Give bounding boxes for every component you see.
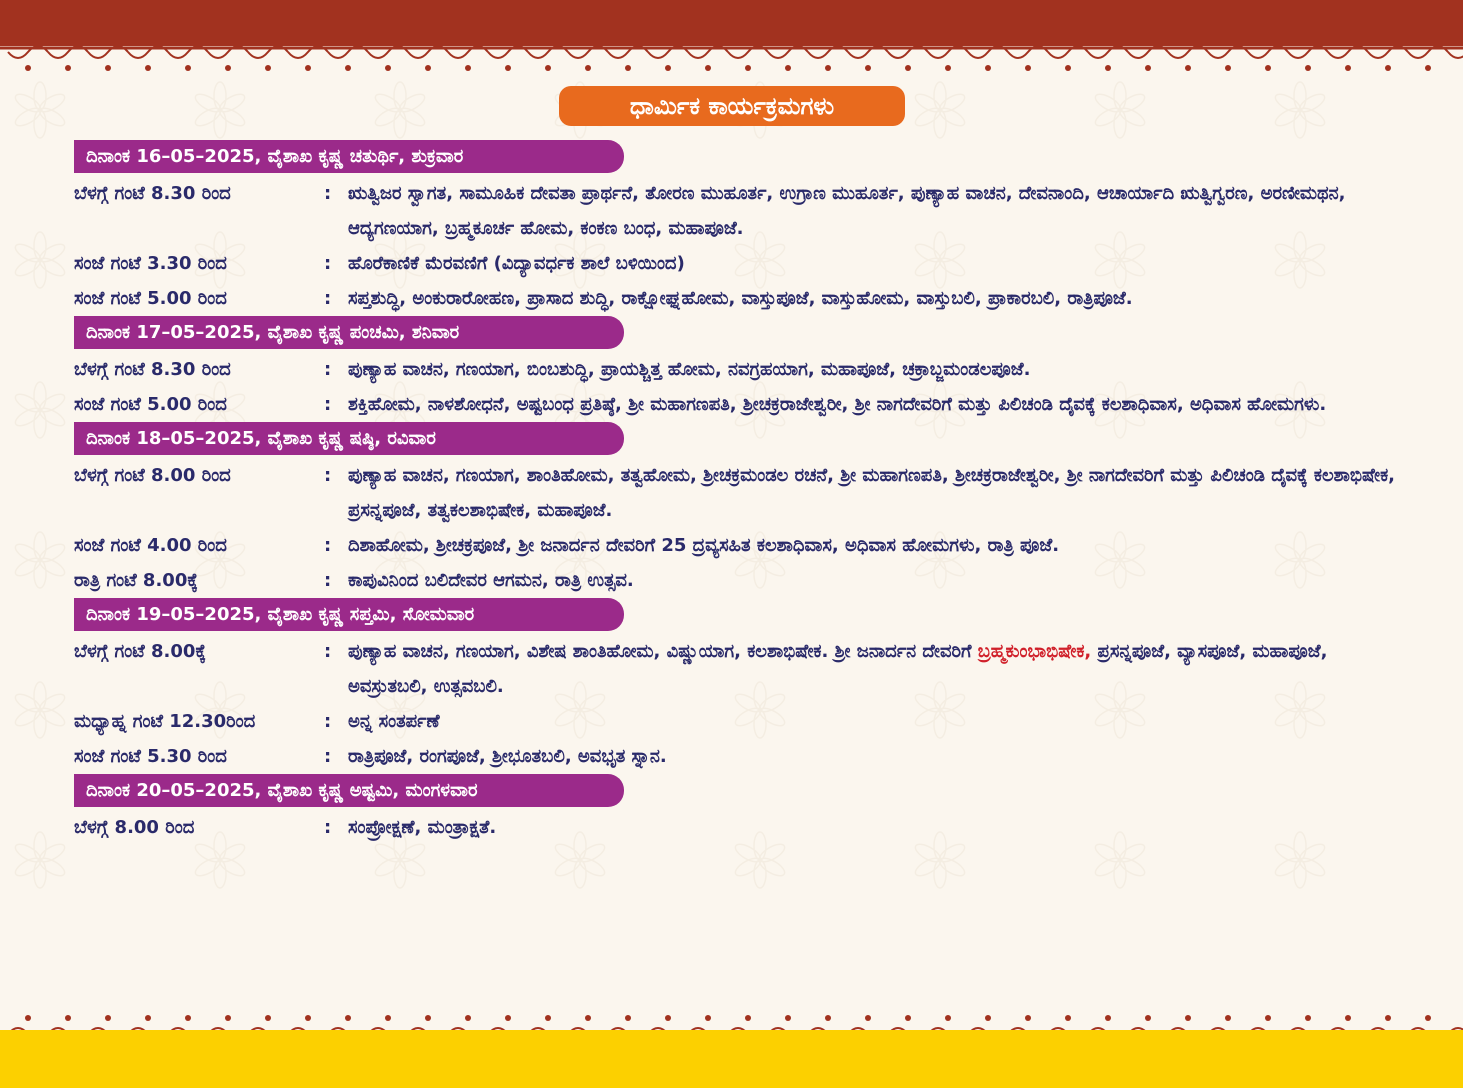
colon: : <box>324 253 332 274</box>
schedule-row <box>74 352 1404 387</box>
pattern-flower <box>13 232 67 288</box>
time-label: ರಾತ್ರಿ ಗಂಟೆ 8.00ಕ್ಕೆ <box>74 570 198 591</box>
border-ornament <box>408 46 448 71</box>
border-ornament <box>888 46 928 71</box>
event-description: ರಾತ್ರಿಪೂಜೆ, ರಂಗಪೂಜೆ, ಶ್ರೀಭೂತಬಲಿ, ಅವಭೃತ ಸ್ನಾನ. <box>348 746 667 767</box>
border-ornament <box>848 46 888 71</box>
border-ornament <box>288 46 328 71</box>
date-banner: ದಿನಾಂಕ 16–05–2025, ವೈಶಾಖ ಕೃಷ್ಣ ಚತುರ್ಥಿ, ಶುಕ್ರವಾರ <box>74 140 624 173</box>
colon: : <box>324 394 332 415</box>
time-label: ಬೆಳಗ್ಗೆ 8.00 ರಿಂದ <box>74 817 195 838</box>
border-ornament <box>1208 46 1248 71</box>
event-description: ಪುಣ್ಯಾಹ ವಾಚನ, ಗಣಯಾಗ, ಬಿಂಬಶುದ್ಧಿ, ಪ್ರಾಯಶ್ಚಿತ್ತ ಹೋಮ, ನವಗ್ರಹಯಾಗ, ಮಹಾಪೂಜೆ, ಚಕ್ರಾಬ್ಜಮಂಡಲಪೂಜೆ. <box>348 359 1031 380</box>
bottom-band <box>0 1030 1463 1088</box>
schedule-row <box>74 810 1404 845</box>
day-block-5 <box>74 774 1404 845</box>
border-ornament <box>768 46 808 71</box>
event-description: ಪುಣ್ಯಾಹ ವಾಚನ, ಗಣಯಾಗ, ಶಾಂತಿಹೋಮ, ತತ್ವಹೋಮ, ಶ್ರೀಚಕ್ರಮಂಡಲ ರಚನೆ, ಶ್ರೀ ಮಹಾಗಣಪತಿ, ಶ್ರೀಚಕ್ರರಾಜೇಶ್ವರೀ, ಶ್ರೀ ನಾಗದೇವರಿಗೆ ಮತ್ತು ಪಿಲಿಚಂಡಿ ದೈವಕ್ಕೆ ಕಲಶಾಭಿಷೇಕ, ಪ್ರಸನ್ನಪೂಜೆ, ತತ್ವಕಲಶಾಭಿಷೇಕ, ಮಹಾಪೂಜೆ. <box>348 465 1396 521</box>
border-ornament <box>1248 46 1288 71</box>
event-description <box>348 634 1404 704</box>
event-description: ಕಾಪುವಿನಿಂದ ಬಲಿದೇವರ ಆಗಮನ, ರಾತ್ರಿ ಉತ್ಸವ. <box>348 570 634 591</box>
schedule-row <box>74 458 1404 528</box>
colon: : <box>324 746 332 767</box>
day-block-3 <box>74 422 1404 598</box>
schedule-row <box>74 704 1404 739</box>
time-label: ಸಂಜೆ ಗಂಟೆ 5.00 ರಿಂದ <box>74 394 227 415</box>
border-ornament <box>728 46 768 71</box>
time-label: ಸಂಜೆ ಗಂಟೆ 4.00 ರಿಂದ <box>74 535 227 556</box>
schedule-row <box>74 634 1404 704</box>
border-ornament <box>1288 46 1328 71</box>
border-ornament <box>1328 46 1368 71</box>
schedule-row <box>74 563 1404 598</box>
highlighted-ritual: ಬ್ರಹ್ಮಕುಂಭಾಭಿಷೇಕ, <box>977 641 1092 662</box>
border-ornament <box>48 46 88 71</box>
time-label: ಸಂಜೆ ಗಂಟೆ 5.00 ರಿಂದ <box>74 288 227 309</box>
border-ornament <box>608 46 648 71</box>
date-banner: ದಿನಾಂಕ 20–05–2025, ವೈಶಾಖ ಕೃಷ್ಣ ಅಷ್ಟಮಿ, ಮಂಗಳವಾರ <box>74 774 624 807</box>
border-ornament <box>808 46 848 71</box>
pattern-flower <box>1273 82 1327 138</box>
event-description: ಸಂಪ್ರೋಕ್ಷಣೆ, ಮಂತ್ರಾಕ್ಷತೆ. <box>348 817 497 838</box>
pattern-flower <box>913 82 967 138</box>
border-ornament <box>968 46 1008 71</box>
border-ornament <box>248 46 288 71</box>
border-ornament <box>8 46 48 71</box>
day-block-1 <box>74 140 1404 316</box>
day-block-4 <box>74 598 1404 774</box>
pattern-flower <box>13 82 67 138</box>
schedule <box>74 140 1404 845</box>
event-description: ಋತ್ವಿಜರ ಸ್ವಾಗತ, ಸಾಮೂಹಿಕ ದೇವತಾ ಪ್ರಾರ್ಥನೆ, ತೋರಣ ಮುಹೂರ್ತ, ಉಗ್ರಾಣ ಮುಹೂರ್ತ, ಪುಣ್ಯಾಹ ವಾಚನ, ದೇವನಾಂದಿ, ಆಚಾರ್ಯಾದಿ ಋತ್ವಿಗ್ವರಣ, ಅರಣೀಮಥನ, ಆದ್ಯಗಣಯಾಗ, ಬ್ರಹ್ಮಕೂರ್ಚ ಹೋಮ, ಕಂಕಣ ಬಂಧ, ಮಹಾಪೂಜೆ. <box>348 183 1346 239</box>
schedule-row <box>74 528 1404 563</box>
border-ornament <box>328 46 368 71</box>
page-title: ಧಾರ್ಮಿಕ ಕಾರ್ಯಕ್ರಮಗಳು <box>559 86 905 126</box>
pattern-flower <box>1093 82 1147 138</box>
date-banner: ದಿನಾಂಕ 19–05–2025, ವೈಶಾಖ ಕೃಷ್ಣ ಸಪ್ತಮಿ, ಸೋಮವಾರ <box>74 598 624 631</box>
border-ornament <box>88 46 128 71</box>
time-label: ಬೆಳಗ್ಗೆ ಗಂಟೆ 8.30 ರಿಂದ <box>74 359 231 380</box>
event-description: ಶಕ್ತಿಹೋಮ, ನಾಳಶೋಧನೆ, ಅಷ್ಟಬಂಧ ಪ್ರತಿಷ್ಠೆ, ಶ್ರೀ ಮಹಾಗಣಪತಿ, ಶ್ರೀಚಕ್ರರಾಜೇಶ್ವರೀ, ಶ್ರೀ ನಾಗದೇವರಿಗೆ ಮತ್ತು ಪಿಲಿಚಂಡಿ ದೈವಕ್ಕೆ ಕಲಶಾಧಿವಾಸ, ಅಧಿವಾಸ ಹೋಮಗಳು. <box>348 394 1327 415</box>
annadana-highlight: ಅನ್ನ ಸಂತರ್ಪಣೆ <box>348 711 440 732</box>
border-ornament <box>1408 46 1448 71</box>
schedule-row <box>74 281 1404 316</box>
event-description: ದಿಶಾಹೋಮ, ಶ್ರೀಚಕ್ರಪೂಜೆ, ಶ್ರೀ ಜನಾರ್ದನ ದೇವರಿಗೆ 25 ದ್ರವ್ಯಸಹಿತ ಕಲಶಾಧಿವಾಸ, ಅಧಿವಾಸ ಹೋಮಗಳು, ರಾತ್ರಿ ಪೂಜೆ. <box>348 535 1060 556</box>
colon: : <box>324 570 332 591</box>
border-ornament <box>568 46 608 71</box>
pattern-flower <box>13 832 67 888</box>
description-text: ಪುಣ್ಯಾಹ ವಾಚನ, ಗಣಯಾಗ, ವಿಶೇಷ ಶಾಂತಿಹೋಮ, ವಿಷ್ಣುಯಾಗ, ಕಲಶಾಭಿಷೇಕ. ಶ್ರೀ ಜನಾರ್ದನ ದೇವರಿಗೆ <box>348 641 972 662</box>
border-ornament <box>928 46 968 71</box>
pattern-flower <box>193 82 247 138</box>
schedule-row <box>74 739 1404 774</box>
border-ornament <box>1048 46 1088 71</box>
description-text-continued: ಪ್ರಸನ್ನಪೂಜೆ, ವ್ಯಾಸಪೂಜೆ, ಮಹಾಪೂಜೆ, ಅವಸ್ರುತಬಲಿ, ಉತ್ಸವಬಲಿ. <box>348 641 1328 697</box>
border-ornament <box>1128 46 1168 71</box>
colon: : <box>324 711 332 732</box>
border-ornament <box>168 46 208 71</box>
date-banner: ದಿನಾಂಕ 18–05–2025, ವೈಶಾಖ ಕೃಷ್ಣ ಷಷ್ಠಿ, ರವಿವಾರ <box>74 422 624 455</box>
time-label: ಬೆಳಗ್ಗೆ ಗಂಟೆ 8.00ಕ್ಕೆ <box>74 641 206 662</box>
pattern-flower <box>373 82 427 138</box>
border-ornament <box>1168 46 1208 71</box>
border-ornament <box>1008 46 1048 71</box>
schedule-row <box>74 387 1404 422</box>
colon: : <box>324 288 332 309</box>
event-description: ಹೊರೆಕಾಣಿಕೆ ಮೆರವಣಿಗೆ (ವಿದ್ಯಾವರ್ಧಕ ಶಾಲೆ ಬಳಿಯಿಂದ) <box>348 253 685 274</box>
border-ornament <box>208 46 248 71</box>
pattern-flower <box>13 382 67 438</box>
pattern-flower <box>13 682 67 738</box>
schedule-row <box>74 176 1404 246</box>
border-ornament <box>688 46 728 71</box>
date-banner: ದಿನಾಂಕ 17–05–2025, ವೈಶಾಖ ಕೃಷ್ಣ ಪಂಚಮಿ, ಶನಿವಾರ <box>74 316 624 349</box>
colon: : <box>324 465 332 486</box>
border-ornament <box>528 46 568 71</box>
day-block-2 <box>74 316 1404 422</box>
border-ornament <box>368 46 408 71</box>
top-band <box>0 0 1463 46</box>
colon: : <box>324 359 332 380</box>
time-label: ಸಂಜೆ ಗಂಟೆ 3.30 ರಿಂದ <box>74 253 227 274</box>
border-ornament <box>1088 46 1128 71</box>
border-ornament <box>448 46 488 71</box>
schedule-row <box>74 246 1404 281</box>
event-description: ಸಪ್ತಶುದ್ಧಿ, ಅಂಕುರಾರೋಹಣ, ಪ್ರಾಸಾದ ಶುದ್ಧಿ, ರಾಕ್ಷೋಘ್ನಹೋಮ, ವಾಸ್ತುಪೂಜೆ, ವಾಸ್ತುಹೋಮ, ವಾಸ್ತುಬಲಿ, ಪ್ರಾಕಾರಬಲಿ, ರಾತ್ರಿಪೂಜೆ. <box>348 288 1133 309</box>
colon: : <box>324 535 332 556</box>
border-ornament <box>648 46 688 71</box>
pattern-flower <box>13 532 67 588</box>
border-ornament <box>1448 46 1463 71</box>
border-ornament <box>488 46 528 71</box>
time-label: ಮಧ್ಯಾಹ್ನ ಗಂಟೆ 12.30ರಿಂದ <box>74 711 256 732</box>
colon: : <box>324 817 332 838</box>
border-ornament <box>128 46 168 71</box>
time-label: ಸಂಜೆ ಗಂಟೆ 5.30 ರಿಂದ <box>74 746 227 767</box>
time-label: ಬೆಳಗ್ಗೆ ಗಂಟೆ 8.00 ರಿಂದ <box>74 465 231 486</box>
border-ornament <box>1368 46 1408 71</box>
colon: : <box>324 641 332 662</box>
colon: : <box>324 183 332 204</box>
time-label: ಬೆಳಗ್ಗೆ ಗಂಟೆ 8.30 ರಿಂದ <box>74 183 231 204</box>
top-ornamental-border <box>0 46 1463 80</box>
